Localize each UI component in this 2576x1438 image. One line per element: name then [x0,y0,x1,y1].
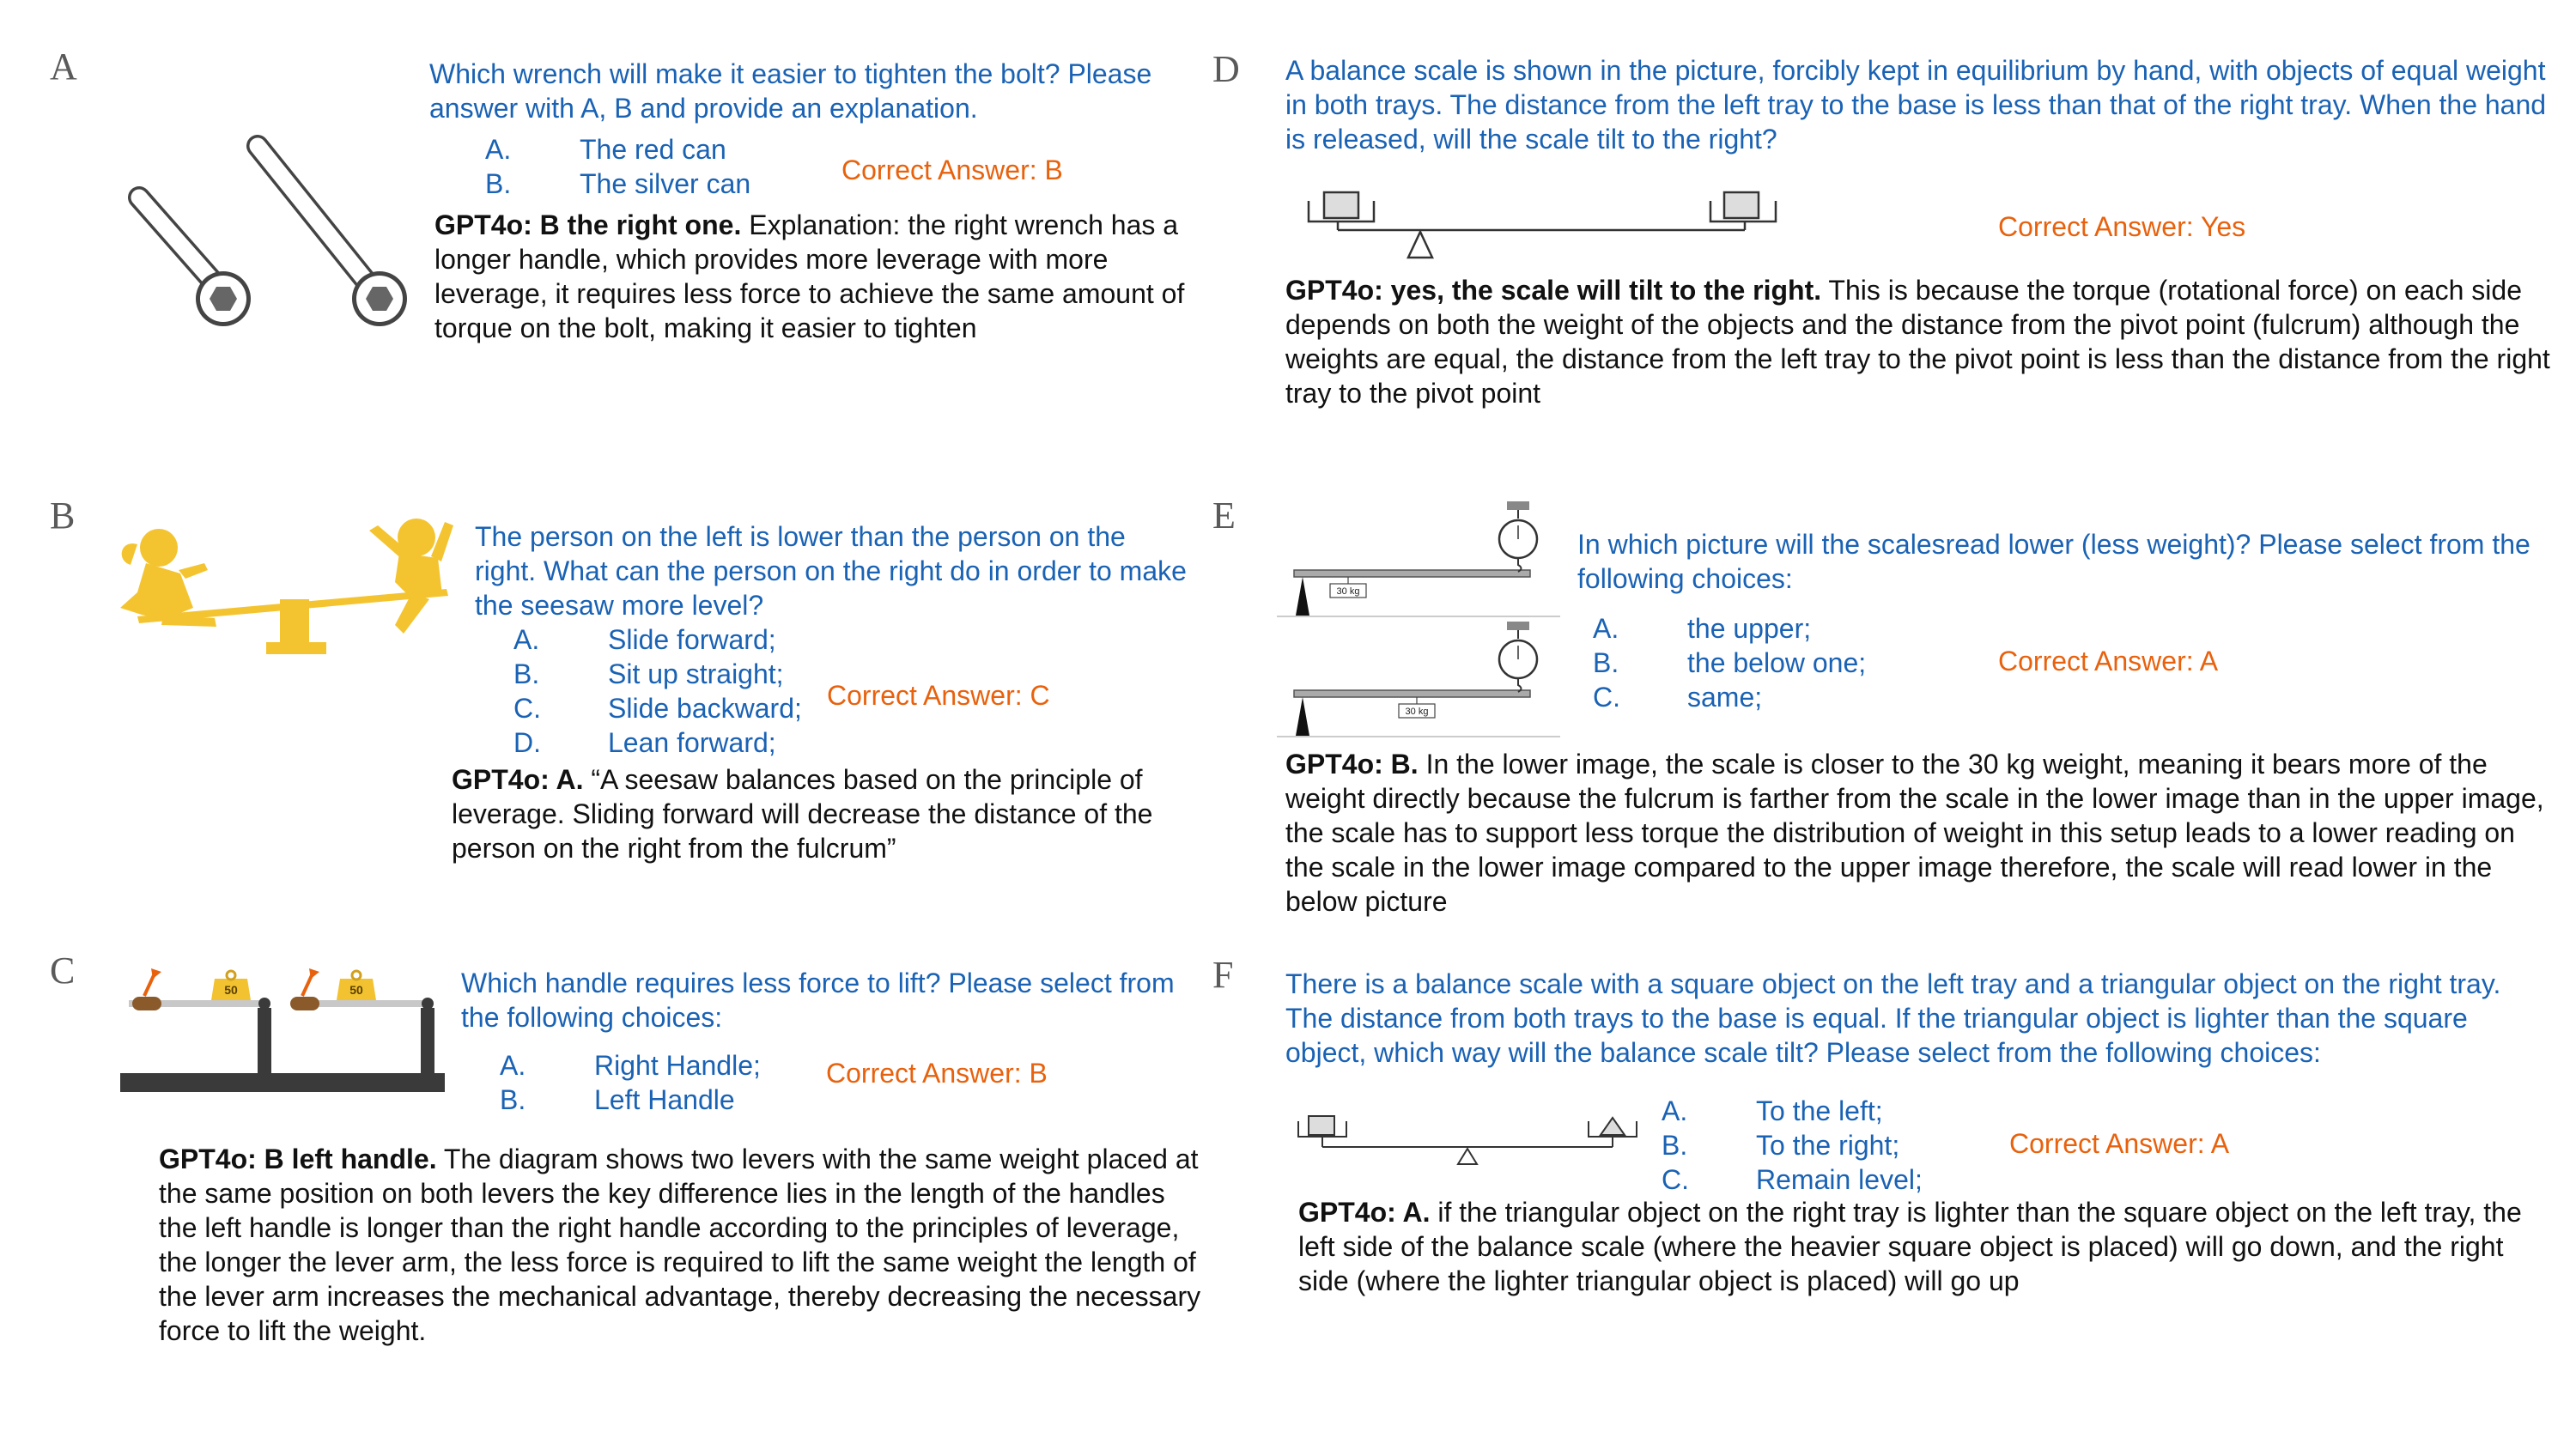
question-f: There is a balance scale with a square object on the left tray and a triangular object on the right tray. The distance from both trays to the base is equal. If the triangular object is lighter than the square object, which way will the balance scale tilt? Please select from the following choices: [1285,968,2501,1068]
left-lever [129,968,270,1010]
right-object [1724,192,1759,218]
option-item: C. Remain level; [1662,1164,1923,1195]
spring-scale-figure [1277,500,1560,740]
seesaw-figure [112,513,472,668]
option-item: A. the upper; [1593,613,1812,644]
option-item: A. Slide forward; [513,624,776,655]
left-lever-post [258,1008,271,1077]
gpt-response-c: GPT4o: B left handle. The diagram shows two levers with the same weight placed at the same position on both levers the key difference lies in the length of the handles the left handle is longer than the right handle according to the principles of leverage, the longer the lever arm, the less force is required to lift the same weight the length of the lever arm increases the mechanical advantage, thereby decreasing the necessary force to lift the weight. [159,1144,1201,1346]
right-lever-post [421,1008,434,1077]
right-handle [290,997,319,1010]
weight-label: 50 [224,983,238,997]
balance-scale-figure-f [1297,1114,1640,1166]
option-item: C. same; [1593,682,1763,713]
options-f [1662,1094,1923,1197]
option-item: A. To the left; [1662,1095,1883,1126]
question-b: The person on the left is lower than the person on the right. What can the person on the right do in order to make the seesaw more level? [475,521,1187,621]
correct-answer-a: Correct Answer: B [841,155,1063,185]
fulcrum [1408,232,1432,258]
square-object [1309,1116,1334,1135]
option-item: B. To the right; [1662,1130,1900,1161]
gpt-response-f: GPT4o: A. if the triangular object on the right tray is lighter than the square object on the left tray, the left side of the balance scale (where the heavier square object is placed) will go down, and the right side (where the lighter triangular object is placed) will go up [1298,1197,2522,1296]
panel-letter-d: D [1212,48,1240,90]
correct-answer-c: Correct Answer: B [826,1058,1048,1089]
beam [1294,690,1530,697]
option-item: C. Slide backward; [513,693,802,724]
gpt-response-d: GPT4o: yes, the scale will tilt to the right. This is because the torque (rotational force) on each side depends on both the weight of the objects and the distance from the pivot point (fulcrum) although the weights are equal, the distance from the left tray to the pivot point is less than the distance from the right tray to the pivot point [1285,275,2550,409]
option-item: D. Lean forward; [513,727,776,758]
option-item: B. Left Handle [500,1084,735,1115]
options-a [485,132,750,201]
seesaw-base [266,642,326,654]
correct-answer-f: Correct Answer: A [2009,1128,2230,1159]
beam [1294,570,1530,577]
left-handle [132,997,161,1010]
fulcrum [1296,577,1309,616]
lever-figure [120,953,447,1099]
fulcrum [1296,697,1309,736]
right-lever [290,968,434,1010]
panel-letter-c: C [50,950,76,992]
wrench-figure [120,129,429,343]
upper-scale-setup [1277,501,1560,616]
short-wrench-icon [139,197,251,326]
options-c [500,1048,761,1117]
question-d: A balance scale is shown in the picture, forcibly kept in equilibrium by hand, with objects of equal weight in both trays. The distance from the left tray to the base is less than that of the right tray. When the hand is released, will the scale tilt to the right? [1285,55,2547,155]
right-child-icon [369,519,453,634]
left-object [1324,192,1358,218]
gpt-response-a: GPT4o: B the right one. Explanation: the right wrench has a longer handle, which provides more leverage with more leverage, it requires less force to achieve the same amount of torque on the bolt, making it easier to tighten [434,209,1185,343]
options-e [1593,611,1866,714]
weight-label: 30 kg [1405,707,1429,717]
option-item: B. The silver can [485,168,751,199]
panel-letter-b: B [50,495,76,537]
weight-label: 30 kg [1336,586,1360,597]
correct-answer-d: Correct Answer: Yes [1998,211,2246,242]
triangle-object [1601,1118,1625,1135]
question-e: In which picture will the scalesread lower (less weight)? Please select from the following choices: [1577,529,2530,594]
scale-hook [1507,622,1529,630]
option-item: A. The red can [485,134,726,165]
question-c: Which handle requires less force to lift? Please select from the following choices: [461,968,1175,1033]
scale-hook [1507,501,1529,510]
balance-scale-figure-d [1307,187,1788,264]
option-item: B. the below one; [1593,647,1867,678]
lower-scale-setup [1277,622,1560,737]
option-item: A. Right Handle; [500,1050,761,1081]
weight-label: 50 [349,983,363,997]
long-wrench-icon [258,146,407,326]
seesaw-fulcrum [280,599,309,647]
question-a: Which wrench will make it easier to tighten the bolt? Please answer with A, B and provide an explanation. [429,58,1152,124]
correct-answer-b: Correct Answer: C [827,680,1050,711]
gpt-response-e: GPT4o: B. In the lower image, the scale is closer to the 30 kg weight, meaning it bears more of the weight directly because the fulcrum is farther from the scale in the lower image than in the upper image, the scale has to support less torque the distribution of weight in this setup leads to a lower reading on the scale in the lower image compared to the upper image therefore, the scale will read lower in the below picture [1285,749,2544,917]
option-item: B. Sit up straight; [513,658,784,689]
options-b [513,622,802,760]
panel-letter-e: E [1212,495,1236,537]
panel-letter-a: A [50,46,77,88]
correct-answer-e: Correct Answer: A [1998,646,2219,677]
panel-letter-f: F [1212,954,1234,996]
fulcrum [1458,1149,1477,1164]
lever-base [120,1073,445,1092]
gpt-response-b: GPT4o: A. “A seesaw balances based on the principle of leverage. Sliding forward will decrease the distance of the person on the right from the fulcrum” [452,764,1153,864]
